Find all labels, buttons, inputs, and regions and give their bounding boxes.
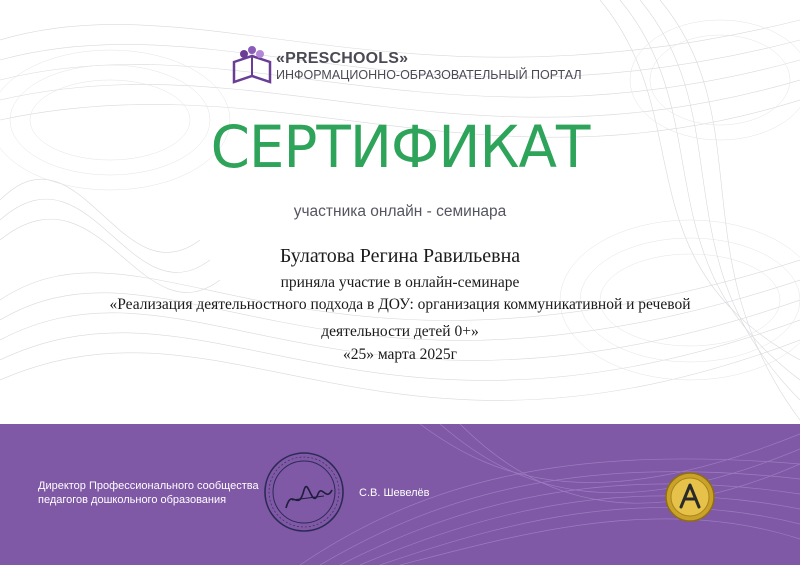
participation-text: приняла участие в онлайн-семинаре [280, 274, 520, 291]
footer-band [0, 424, 800, 565]
signer-name: С.В. Шевелёв [359, 487, 430, 499]
seminar-title-line1: «Реализация деятельностного подхода в ДОУ: организация коммуникативной и речевой [109, 296, 691, 313]
seminar-title-line2: деятельности детей 0+» [321, 323, 479, 340]
preschools-logo-icon [230, 44, 274, 88]
certificate-title: СЕРТИФИКАТ [210, 113, 590, 181]
seminar-date: «25» марта 2025г [342, 346, 458, 363]
gold-medal-icon [664, 471, 716, 523]
certificate-subtitle: участника онлайн - семинара [293, 203, 507, 220]
brand-tagline: ИНФОРМАЦИОННО-ОБРАЗОВАТЕЛЬНЫЙ ПОРТАЛ [276, 68, 582, 82]
stamp-seal-icon [262, 450, 346, 534]
recipient-name: Булатова Регина Равильевна [279, 245, 521, 267]
brand-name: «PRESCHOOLS» [276, 50, 409, 67]
director-title: Директор Профессионального сообщества педагогов дошкольного образования [38, 480, 259, 506]
